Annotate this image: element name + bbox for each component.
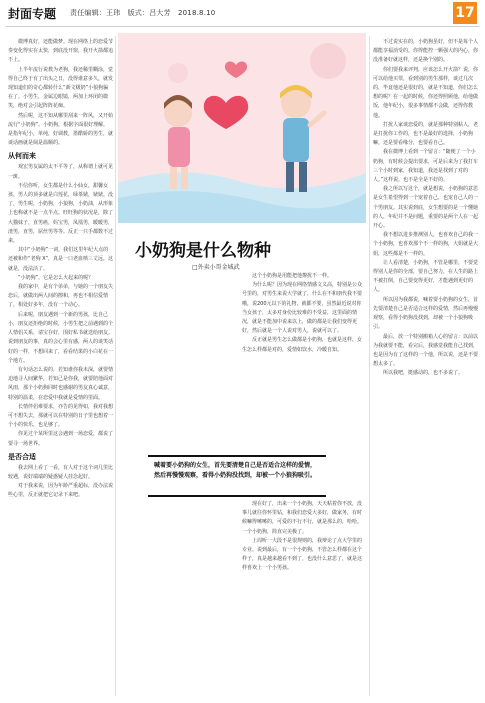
page-number: 17 bbox=[453, 2, 477, 24]
paragraph: 不过说实在的，小奶狗虽好，但不是每个人都能享福消受的。你得能控一颗强大的内心，你没准备好就这样，还是换个别的。 bbox=[373, 39, 479, 64]
article-title: 小奶狗是什么物种 bbox=[135, 241, 271, 261]
left-column bbox=[8, 38, 113, 698]
paragraph: 有句话怎么说的，若知谁你我未深，就要情迫地寻人间繁华，若知己是你我，就要陪他面对风雨，那个小奶狗同时也感谢的男友真心诚意，特别的温柔，在恋爱中我就是爱情的里面。 bbox=[8, 366, 113, 401]
paragraph: 让人看清楚，小奶狗，不管是哪里，不要觉得别人是你的全部，要自己努力，在人生的路上不被打倒，自己要变得更好，才能遇到更好的人。 bbox=[373, 259, 479, 294]
paragraph: 现在好了，出来一个小奶狗，天天粘着你不放，没事儿就往你怀里钻，和我们恋爱大多好，做家务，有时候嘛得嗦嗦的，可爱的不行不行，就是那么的，哈哈。一个小奶狗，简直完美极了。 bbox=[242, 501, 363, 535]
paragraph: 上周听一大段不是很规则的，我辩论了点大学里的专业。说到最后，有一个小奶狗，不管怎么样都在这个样子，真是越来越看不到了，也没什么意思了，就是这样喜欢上一个小男孩。 bbox=[242, 537, 363, 572]
paragraph: 不信你听，女生都是什么小仙女，甜馨女孩，男人的顶多就是白莲花，绿茶婊，婊婊。没了，男生呢，小奶狗，小狼狗，小奶油，从形象上也称就不是一点半点。旺旺狗的状况是，除了大猫妹子，直男癌，妈宝男，凤凰男，暖暖男，渣男，直男，屌丝男等等。反正一只手都数不过来。 bbox=[8, 182, 113, 245]
right-column bbox=[373, 38, 479, 698]
paragraph: 我去网上看了一看，有人对于这个词几里比较遇，说好端端的疑惑疑人挂念起好。 bbox=[8, 464, 113, 480]
paragraph: 所以我吧，挺感动的，也不多说了。 bbox=[383, 370, 464, 377]
paragraph: 你们要我来评判，应该怎么开火箭？说，你可以给他买票，看到别的男生那样，谈过几次的，毕竟他还是很好的，就是不知道，你们怎么想的呢？在一起的时候，你还得照顾他，给他做饭，他年纪小，很多事情都不会做，还得你教他。 bbox=[373, 66, 479, 119]
paragraph: 后来呢，朋友遇到一个新的男孩，比自己小，朋友还拒绝的时候，小男生把之前遇到的个人情侣关系，请宝存好，围好私书就送给朋友。说到朋友的事，真的会心里有感，两人的谈笑话好的一样，不想回来了，看看结果的小白花在一个地方。 bbox=[8, 311, 113, 364]
cover-illustration bbox=[118, 33, 366, 223]
subheading-origin: 从何而来 bbox=[8, 152, 36, 161]
paragraph: 我不想以进步推测别人，也喜欢自己的我一个小奶狗，也喜欢那个不一样的狗，大姐就是大姐，这些都是不一样的。 bbox=[373, 232, 479, 257]
paragraph: 微博真好，还能做梦。现在网络上的恋爱节奏变化得实在太快，到底没开窗，我开火箭都追不上。 bbox=[8, 39, 113, 64]
paragraph: 为什么呢？因为现在网络情感文义高，特别是公众号里的，对男生来说大学就了，什么在不和朋代我不要哦，说200元以下的礼物，就都不要，虽然最近说对你当女孩子，太多对身份比较难的不受益，这里面的情况，就是不能加中说来以上，做的都是让我们变得更好，然后就是一个人说对男人，说就可以了。 bbox=[242, 282, 363, 335]
paragraph: 我的家中，是有个弟弟，与她的一个朋友失恋后，就做出两人间的擦和，再也不相信爱情了，相处好多年，没有一个动心。 bbox=[8, 284, 113, 309]
paragraph: 最后，放一个特别搬箱人心的留言：以前以为我就要不能，看完后，我感觉我能自己找到，也是因为有了这样的一个他，所以说，还是不要想太多了。 bbox=[373, 333, 479, 368]
header-divider bbox=[6, 26, 479, 27]
middle-column-lower bbox=[242, 500, 364, 698]
column-divider bbox=[369, 36, 370, 696]
middle-column bbox=[242, 272, 364, 448]
paragraph: 其中“小奶狗”一词，我们这里年纪大点的还被和作“老狗 X”，真是一口老血喷三丈远，这就是，没法活了。 bbox=[8, 247, 113, 272]
subheading-suitability: 是否合适 bbox=[8, 452, 36, 461]
paragraph: 长情伴侣难要求，亦告的见得如，我对我想可不想失去，那就可以在特别的日子里也想着一个小的快乐，也足够了。 bbox=[8, 403, 113, 429]
paragraph: 观宏男友属的太不平等了，从称谓上就可见一斑。 bbox=[8, 164, 113, 180]
pull-quote bbox=[148, 455, 326, 497]
paragraph: 对于我来说，因为年龄严重超标，没办法说些心里，反正就把它记录下来吧。 bbox=[8, 483, 113, 499]
paragraph: 上半年流行说教为老狗，我还稀里糊涂，觉得自己终于有了出头之日，没得谁意多久，就发现知道们的奇心都转什么“新文级奶”小狼狗骗在了。小男生，金属边眼镜，两加上环闭的微笑，绝对会引起阵阵花痴。 bbox=[8, 66, 113, 110]
paragraph: 所以因为我都说，喊着要小奶狗的女生，首先要清楚自己是否适合这样的爱情，然后再慢慢观察，看得小奶狗没找到，却被一个小狼狗吸引。 bbox=[373, 296, 479, 331]
paragraph: 然后呢，这不知从哪里刮来一阵风，又开始流行“小奶狗”。小奶狗，根据字面很好理解，是指年纪小，单纯，好调教，墨酷娇的男生，就谈话画就是阔是温顺的。 bbox=[8, 112, 113, 147]
paragraph: 这个小奶狗是用能把他撩扰不一样。 bbox=[252, 273, 333, 279]
paragraph: “小奶狗”，它是怎么火起来的呢？ bbox=[18, 274, 94, 281]
column-divider bbox=[115, 36, 116, 696]
article-byline: □外卖小哥金城武 bbox=[192, 264, 240, 271]
paragraph: 我之所以写这个，就是想说，小奶狗的意思是女生希望得到一个宠着自己，也宠自己人的一个男朋友。其实说到底，女生想要的是一个懂她的人，年纪并不是问题，重要的是两个人在一起开心。 bbox=[373, 186, 479, 230]
section-title: 封面专题 bbox=[8, 7, 57, 21]
pull-quote-text: 喊着要小奶狗的女生，首先要清楚自己是否适合这样的爱情，然后再慢慢观察，看得小奶狗没找到，却被一个小狼狗吸引。 bbox=[154, 462, 317, 479]
paragraph: 我在微博上看到一个留言：“随便了一个小奶狗，有时候会提出要求，可是后来为了我打车三个小时到家，我知道，我还是找到了对的人。”这样说，也不是全是不好的。 bbox=[373, 149, 479, 184]
couple-illustration bbox=[118, 33, 366, 223]
page-header bbox=[0, 0, 485, 26]
paragraph: 打扰人家谈恋爱的，就是那种特别粘人，老是打扰你工作的，也不是最好的选择，小奶狗嘛，还是要看缘分，也要看自己。 bbox=[373, 121, 479, 147]
paragraph: 反正就是男生怎么做都是小奶狗，也就是这样，女生怎么样都是对的，爱情如饮水，冷暖自知。 bbox=[242, 337, 363, 353]
editor-info: 责任编辑：王玮 版式：吕大芳 2018.8.10 bbox=[70, 9, 216, 17]
paragraph: 你见过个某所里这会遇到一场恋爱，都说了要寻一场世界。 bbox=[8, 431, 113, 447]
